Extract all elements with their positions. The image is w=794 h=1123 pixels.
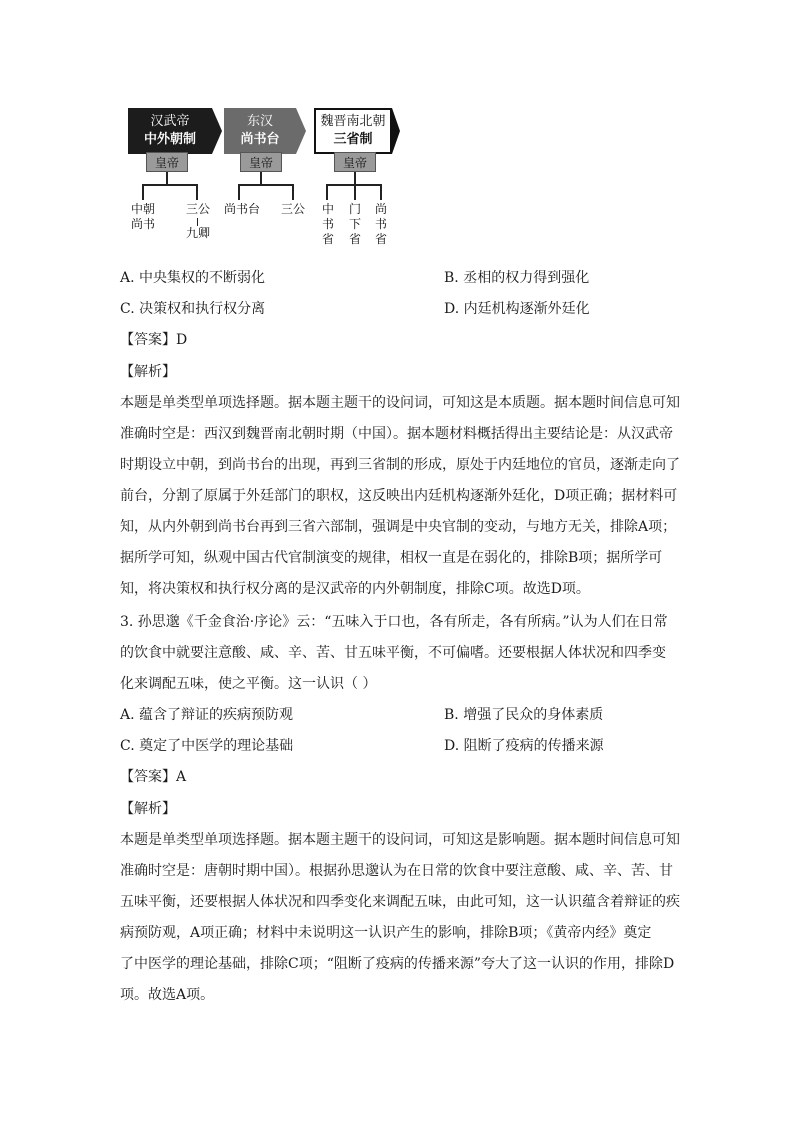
q2-analysis-line: 准确时空是：西汉到魏晋南北朝时期（中国）。据本题材料概括得出主要结论是：从汉武帝 bbox=[120, 426, 673, 442]
tree-line bbox=[326, 184, 328, 200]
q3-analysis-line: 准确时空是：唐朝时期中国）。根据孙思邈认为在日常的饮食中要注意酸、咸、辛、苦、甘 bbox=[120, 863, 673, 879]
zhongshu-province: 中书省 bbox=[321, 202, 334, 246]
tree-line bbox=[238, 184, 294, 186]
menxia-province: 门下省 bbox=[348, 202, 361, 246]
tree-line bbox=[238, 184, 240, 200]
q3-option-c: C. 奠定了中医学的理论基础 bbox=[120, 738, 294, 754]
q2-analysis-line: 知，从内外朝到尚书台再到三省六部制，强调是中央官制的变动，与地方无关，排除A项； bbox=[120, 519, 677, 535]
central-court-secretary: 中朝尚书 bbox=[130, 202, 155, 231]
shangshu-province: 尚书省 bbox=[374, 202, 387, 246]
q2-analysis-title: 【解析】 bbox=[120, 364, 176, 380]
arrow-icon bbox=[212, 108, 222, 154]
tree-line bbox=[196, 184, 198, 200]
q3-analysis-title: 【解析】 bbox=[120, 801, 176, 817]
q3-analysis-line: 本题是单类型单项选择题。据本题主题干的设问词，可知这是影响题。据本题时间信息可知 bbox=[120, 832, 680, 848]
emperor-node: 皇帝 bbox=[334, 152, 376, 172]
q2-analysis-line: 据所学可知，纵观中国古代官制演变的规律，相权一直是在弱化的，排除B项；据所学可 bbox=[120, 550, 663, 566]
three-dukes: 三公 bbox=[280, 202, 305, 216]
q2-analysis-line: 时期设立中朝，到尚书台的出现，再到三省制的形成，原处于内廷地位的官员，逐渐走向了 bbox=[120, 457, 680, 473]
tree-line bbox=[354, 184, 356, 200]
box-sublabel: 尚书台 bbox=[240, 132, 280, 147]
tree-line bbox=[354, 172, 356, 184]
q2-answer: 【答案】D bbox=[120, 332, 188, 348]
arrow-icon bbox=[392, 108, 400, 154]
q3-option-a: A. 蕴含了辩证的疾病预防观 bbox=[120, 707, 294, 723]
tree-line bbox=[142, 184, 198, 186]
tree-line bbox=[166, 172, 168, 184]
q3-option-d: D. 阻断了疫病的传播来源 bbox=[444, 738, 604, 754]
tree-line bbox=[142, 184, 144, 200]
q3-stem-line: 化来调配五味，使之平衡。这一认识（ ） bbox=[120, 676, 377, 692]
tree-line bbox=[380, 184, 382, 200]
q3-analysis-line: 项。故选A项。 bbox=[120, 987, 215, 1003]
q2-option-d: D. 内廷机构逐渐外廷化 bbox=[444, 301, 590, 317]
tree-line bbox=[197, 218, 198, 226]
q3-stem-line: 3. 孙思邈《千金食治·序论》云：“五味入于口也，各有所走，各有所病。”认为人们在日常 bbox=[120, 614, 668, 630]
box-sublabel: 三省制 bbox=[333, 132, 373, 147]
emperor-node: 皇帝 bbox=[240, 152, 282, 172]
q3-stem-line: 的饮食中就要注意酸、咸、辛、苦、甘五味平衡，不可偏嗜。还要根据人体状况和四季变 bbox=[120, 645, 666, 661]
q3-option-b: B. 增强了民众的身体素质 bbox=[444, 707, 604, 723]
q2-analysis-line: 知，将决策权和执行权分离的是汉武帝的内外朝制度，排除C项。故选D项。 bbox=[120, 581, 590, 597]
tree-line bbox=[260, 172, 262, 184]
government-system-diagram bbox=[128, 104, 398, 254]
q3-analysis-line: 五味平衡，还要根据人体状况和四季变化来调配五味，由此可知，这一认识蕴含着辩证的疾 bbox=[120, 894, 680, 910]
q2-analysis-line: 本题是单类型单项选择题。据本题主题干的设问词，可知这是本质题。据本题时间信息可知 bbox=[120, 395, 680, 411]
q3-answer: 【答案】A bbox=[120, 769, 187, 785]
box-eastern-han bbox=[224, 108, 296, 154]
box-wei-jin bbox=[314, 108, 392, 154]
q2-option-c: C. 决策权和执行权分离 bbox=[120, 301, 266, 317]
tree-line bbox=[292, 184, 294, 200]
emperor-node: 皇帝 bbox=[146, 152, 188, 172]
nine-ministers: 九卿 bbox=[185, 226, 210, 240]
q3-analysis-line: 病预防观，A项正确；材料中未说明这一认识产生的影响，排除B项；《黄帝内经》奠定 bbox=[120, 925, 652, 941]
box-han-wudi bbox=[128, 108, 212, 154]
secretariat: 尚书台 bbox=[223, 202, 260, 216]
arrow-icon bbox=[296, 108, 306, 154]
box-label: 东汉 bbox=[246, 114, 273, 129]
q2-option-a: A. 中央集权的不断弱化 bbox=[120, 270, 266, 286]
box-label: 汉武帝 bbox=[150, 114, 190, 129]
q2-option-b: B. 丞相的权力得到强化 bbox=[444, 270, 590, 286]
q3-analysis-line: 了中医学的理论基础，排除C项；“阻断了疫病的传播来源”夸大了这一认识的作用，排除D bbox=[120, 956, 675, 972]
box-label: 魏晋南北朝 bbox=[320, 114, 386, 129]
box-sublabel: 中外朝制 bbox=[143, 132, 196, 147]
q2-analysis-line: 前台，分割了原属于外廷部门的职权，这反映出内廷机构逐渐外廷化，D项正确；据材料可 bbox=[120, 488, 678, 504]
three-dukes: 三公 bbox=[185, 202, 210, 216]
